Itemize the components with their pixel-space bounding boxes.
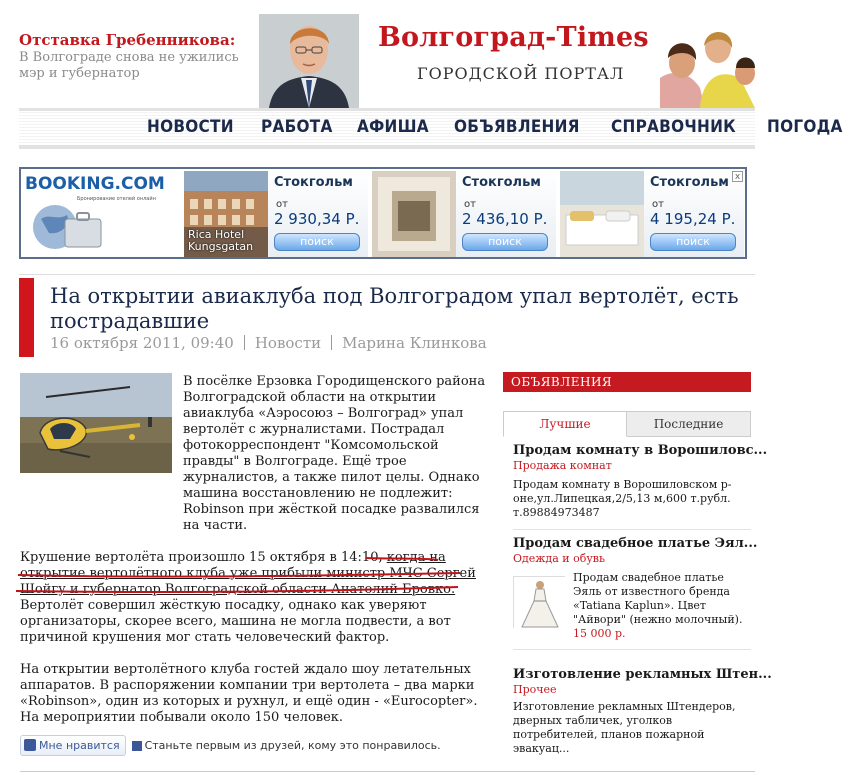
header-promo-image xyxy=(660,18,755,108)
hotel-photo-1[interactable] xyxy=(184,171,268,257)
paragraph-2-start: Крушение вертолёта произошло 15 октября в 14:10, xyxy=(20,550,387,565)
nav-item-news[interactable]: НОВОСТИ xyxy=(147,117,234,137)
article-paragraph-1: В посёлке Ерзовка Городищенского района Волгоградской области на открытии авиаклуба «Аэросоюз – Волгоград» упал вертолёт с журналистами. Пострадал фотокорреспондент "Комсомольской правды" в Волгограде. Ещё трое журналистов, а также пилот целы. Однако машина восстановлению не подлежит: Robinson при жёсткой посадке развалился на части. xyxy=(183,374,486,533)
globe-suitcase-icon xyxy=(27,195,107,253)
site-logo-subtitle: ГОРОДСКОЙ ПОРТАЛ xyxy=(417,64,625,83)
paragraph-2-end: Вертолёт совершил жёсткую посадку, однако как уверяют организаторы, скорее всего, машина не могла подвести, а вот причиной крушения мог стать человеческий фактор. xyxy=(20,598,451,645)
teaser-portrait-image[interactable] xyxy=(259,14,359,108)
site-header xyxy=(0,0,755,108)
hotel-city-3: Стокгольм xyxy=(650,175,729,190)
classified-price-2: 15 000 р. xyxy=(573,627,626,640)
booking-ad-banner[interactable] xyxy=(19,167,747,259)
facebook-like-button[interactable] xyxy=(20,735,126,756)
article-date: 16 октября 2011, 09:40 xyxy=(50,334,234,352)
headline-teaser[interactable] xyxy=(19,32,249,82)
article-body xyxy=(20,374,490,726)
classified-category-1[interactable]: Продажа комнат xyxy=(513,459,612,472)
teaser-title[interactable]: Отставка Гребенникова: xyxy=(19,31,236,49)
article-author-link[interactable]: Марина Клинкова xyxy=(342,334,487,352)
hotel-from-3: от xyxy=(652,199,664,210)
article-inline-link[interactable]: когда на открытие вертолётного клуба уже прибыли министр МЧС Сергей Шойгу и губернатор Волгоградской области Анатолий Бровко. xyxy=(20,550,476,597)
classified-item-2[interactable] xyxy=(503,536,758,661)
hotel-price-3: 4 195,24 Р. xyxy=(650,210,736,228)
hotel-offer-1[interactable] xyxy=(184,171,372,257)
classified-desc-3: Изготовление рекламных Штендеров, дверных табличек, уголков потребителей, планов пожарной эвакуац... xyxy=(513,700,736,755)
nav-item-jobs[interactable]: РАБОТА xyxy=(260,117,333,137)
meta-divider xyxy=(244,335,245,350)
hotel-photo-3[interactable] xyxy=(560,171,644,257)
article-meta xyxy=(50,334,487,352)
like-social-text: Станьте первым из друзей, кому это понравилось. xyxy=(144,739,441,752)
hotel-search-button-3[interactable]: поиск xyxy=(650,233,736,251)
classified-title-1[interactable]: Продам комнату в Ворошиловс... xyxy=(513,443,768,458)
classified-item-3[interactable] xyxy=(503,667,772,756)
tab-latest[interactable]: Последние xyxy=(627,411,751,437)
booking-logo-subtitle: Бронирование отелей онлайн xyxy=(77,196,156,202)
hotel-search-button-1[interactable]: поиск xyxy=(274,233,360,251)
hotel-price-2: 2 436,10 Р. xyxy=(462,210,548,228)
classified-category-2[interactable]: Одежда и обувь xyxy=(513,552,605,565)
hotel-card-2 xyxy=(456,171,556,257)
hotel-search-button-2[interactable]: поиск xyxy=(462,233,548,251)
main-navigation xyxy=(19,108,843,149)
classified-title-3[interactable]: Изготовление рекламных Штен... xyxy=(513,667,772,682)
thumbs-up-icon xyxy=(24,739,36,751)
booking-logo[interactable]: BOOKING.COM xyxy=(25,174,165,194)
tab-best[interactable]: Лучшие xyxy=(503,411,627,437)
hotel-offer-3[interactable] xyxy=(560,171,750,257)
hotel-city-1: Стокгольм xyxy=(274,175,353,190)
like-button-label: Мне нравится xyxy=(39,739,120,752)
article-paragraph-3: На открытии вертолётного клуба гостей ждало шоу летательных аппаратов. В распоряжении компании три вертолета – два марки «Robinson», один из которых и рухнул, и ещё один - «Eurocopter». На мероприятии побывали около 150 человек. xyxy=(20,662,478,725)
hotel-from-2: от xyxy=(464,199,476,210)
hotel-offer-2[interactable] xyxy=(372,171,560,257)
site-logo-title[interactable]: Волгоград-Times xyxy=(378,22,649,53)
nav-item-classifieds[interactable]: ОБЪЯВЛЕНИЯ xyxy=(454,117,580,137)
classified-desc-1: Продам комнату в Ворошиловском р-оне,ул.Липецкая,2/5,13 м,600 т.рубл. т.89884973487 xyxy=(513,478,732,519)
teaser-subtitle[interactable]: В Волгограде снова не ужились мэр и губернатор xyxy=(19,50,239,81)
classified-item-1[interactable] xyxy=(503,443,768,530)
article-title: На открытии авиаклуба под Волгоградом упал вертолёт, есть пострадавшие xyxy=(50,284,739,333)
article-category-link[interactable]: Новости xyxy=(254,334,322,352)
classifieds-heading[interactable]: ОБЪЯВЛЕНИЯ xyxy=(503,372,751,392)
classified-photo-2[interactable] xyxy=(513,576,565,628)
item-divider xyxy=(513,529,751,530)
classified-desc-2: Продам свадебное платье Эяль от известного бренда «Tatiana Kaplun». Цвет "Айвори" (нежно молочный). xyxy=(573,571,743,626)
facebook-like-bar xyxy=(20,735,441,757)
hotel-card-1 xyxy=(268,171,368,257)
classifieds-tabs xyxy=(503,411,751,437)
nav-item-events[interactable]: АФИША xyxy=(357,117,430,137)
nav-item-weather[interactable]: ПОГОДА xyxy=(766,117,843,137)
hotel-from-1: от xyxy=(276,199,288,210)
hotel-name-1[interactable]: Rica Hotel Kungsgatan xyxy=(188,228,254,253)
classified-category-3[interactable]: Прочее xyxy=(513,683,557,696)
hotel-card-3 xyxy=(644,171,744,257)
facebook-icon xyxy=(132,741,142,751)
ad-close-icon[interactable]: x xyxy=(732,171,743,182)
hotel-photo-2[interactable] xyxy=(372,171,456,257)
nav-item-directory[interactable]: СПРАВОЧНИК xyxy=(610,117,736,137)
item-divider xyxy=(513,649,751,650)
classifieds-sidebar xyxy=(503,372,772,775)
meta-divider xyxy=(331,335,332,350)
article-header xyxy=(19,274,755,356)
classified-title-2[interactable]: Продам свадебное платье Эял... xyxy=(513,536,758,551)
hotel-price-1: 2 930,34 Р. xyxy=(274,210,360,228)
article-accent-bar xyxy=(19,278,34,357)
hotel-city-2: Стокгольм xyxy=(462,175,541,190)
red-underline-annotation xyxy=(14,556,464,596)
